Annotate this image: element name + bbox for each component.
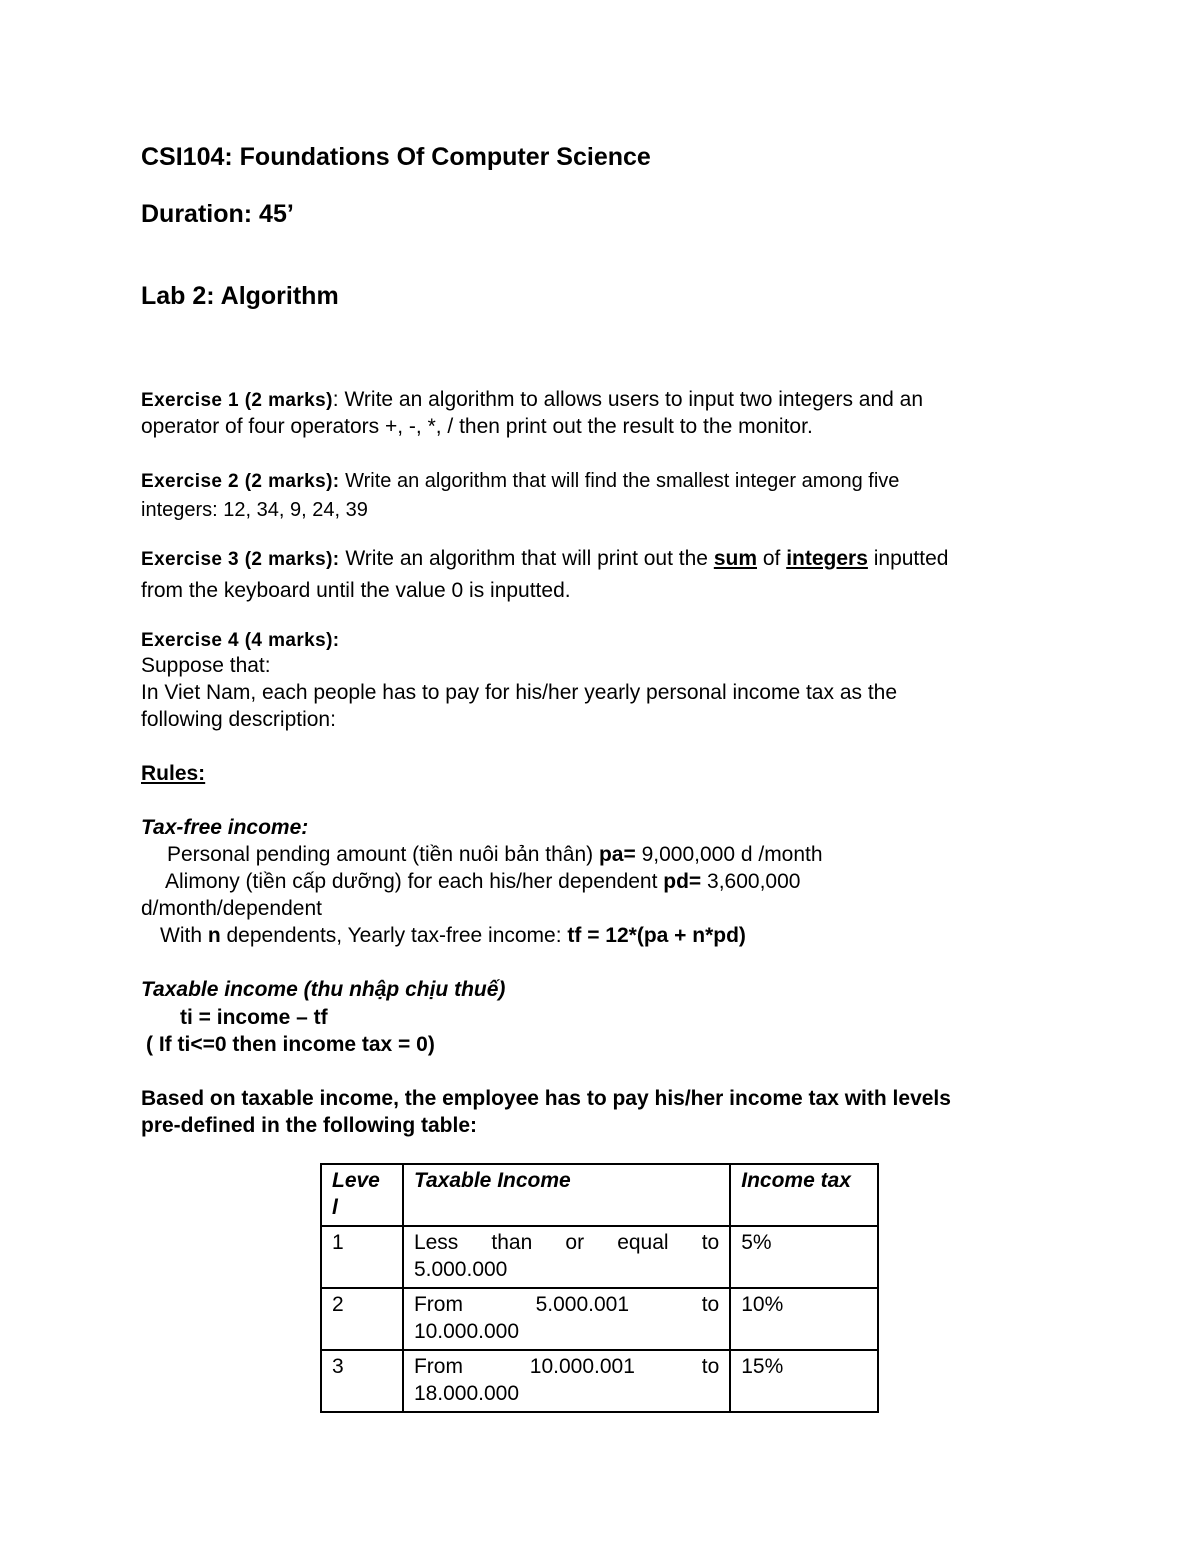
table-row (321, 1226, 878, 1288)
row-income-tax: 15% (730, 1350, 878, 1412)
exercise-1-text: : Write an algorithm to allows users to input two integers and an (332, 388, 924, 411)
pd-value: 3,600,000 (701, 870, 801, 893)
based-on-line-2: pre-defined in the following table: (141, 1114, 477, 1137)
alimony-unit: d/month/dependent (141, 897, 322, 920)
exercise-3-text: Write an algorithm that will print out the (339, 547, 714, 570)
row-level: 3 (321, 1350, 403, 1412)
cell-word: From (413, 1355, 463, 1378)
cell-word: to (701, 1231, 720, 1254)
cell-amount: 18.000.000 (413, 1382, 520, 1405)
row-income-tax: 10% (730, 1288, 878, 1350)
based-on-line-1: Based on taxable income, the employee has to pay his/her income tax with levels (141, 1087, 951, 1110)
exercise-3-line-2: from the keyboard until the value 0 is inputted. (141, 579, 571, 602)
pa-key: pa= (598, 843, 636, 866)
header-level-b: l (332, 1196, 338, 1219)
keyword-integers: integers (786, 547, 868, 570)
rules-heading: Rules: (141, 762, 206, 785)
tf-pre: With (160, 924, 208, 947)
exercise-2-text: Write an algorithm that will find the smallest integer among five (339, 470, 900, 492)
header-taxable-income: Taxable Income (403, 1164, 730, 1226)
exercise-3-line-1 (141, 545, 948, 573)
exercise-3-post: inputted (867, 547, 949, 570)
tax-free-heading: Tax-free income: (141, 816, 309, 839)
tf-formula: tf = 12*(pa + n*pd) (567, 924, 746, 947)
cell-word: 5.000.001 (535, 1293, 630, 1316)
cell-word: equal (617, 1231, 669, 1254)
cell-word: or (565, 1231, 585, 1254)
course-title: CSI104: Foundations Of Computer Science (141, 143, 651, 171)
exercise-1-line-1 (141, 386, 923, 414)
duration: Duration: 45’ (141, 200, 294, 228)
tax-free-formula-line (160, 922, 746, 949)
header-income-tax: Income tax (730, 1164, 878, 1226)
description-line-1: In Viet Nam, each people has to pay for his/her yearly personal income tax as the (141, 681, 898, 704)
row-taxable-income (403, 1350, 730, 1412)
personal-pending-line (167, 841, 823, 868)
keyword-sum: sum (713, 547, 757, 570)
exercise-2-line-1 (141, 467, 899, 495)
exercise-2-line-2: integers: 12, 34, 9, 24, 39 (141, 499, 368, 521)
tf-n: n (207, 924, 221, 947)
ti-formula: ti = income – tf (180, 1006, 328, 1029)
cell-amount: 10.000.000 (413, 1320, 520, 1343)
row-income-tax: 5% (730, 1226, 878, 1288)
pa-value: 9,000,000 d /month (635, 843, 823, 866)
header-level (321, 1164, 403, 1226)
row-taxable-income (403, 1226, 730, 1288)
exercise-4-label (141, 626, 340, 654)
exercise-2-label: Exercise 2 (2 marks): (141, 471, 340, 492)
table-header-row (321, 1164, 878, 1226)
income-tax-table (320, 1163, 879, 1413)
cell-word: to (701, 1355, 720, 1378)
cell-amount: 5.000.000 (413, 1258, 508, 1281)
row-level: 2 (321, 1288, 403, 1350)
cell-word: than (491, 1231, 533, 1254)
header-level-a: Leve (332, 1169, 380, 1192)
exercise-3-of: of (757, 547, 787, 570)
lab-title: Lab 2: Algorithm (141, 282, 339, 310)
row-level: 1 (321, 1226, 403, 1288)
suppose-text: Suppose that: (141, 654, 271, 677)
table-row (321, 1350, 878, 1412)
pd-key: pd= (663, 870, 702, 893)
description-line-2: following description: (141, 708, 336, 731)
cell-word: to (701, 1293, 720, 1316)
exercise-4-label-text: Exercise 4 (4 marks): (141, 630, 340, 651)
table-row (321, 1288, 878, 1350)
ti-note: ( If ti<=0 then income tax = 0) (146, 1033, 435, 1056)
cell-word: 10.000.001 (529, 1355, 635, 1378)
cell-word: Less (413, 1231, 459, 1254)
pa-text: Personal pending amount (tiền nuôi bản thân) (167, 843, 599, 866)
exercise-3-label: Exercise 3 (2 marks): (141, 549, 340, 570)
alimony-line (165, 868, 800, 895)
exercise-1-line-2: operator of four operators +, -, *, / then print out the result to the monitor. (141, 415, 813, 438)
row-taxable-income (403, 1288, 730, 1350)
exercise-1-label: Exercise 1 (2 marks) (141, 390, 333, 411)
pd-text: Alimony (tiền cấp dưỡng) for each his/her dependent (165, 870, 664, 893)
cell-word: From (413, 1293, 463, 1316)
taxable-income-heading: Taxable income (thu nhập chịu thuế) (141, 978, 506, 1001)
tf-text: dependents, Yearly tax-free income: (220, 924, 568, 947)
